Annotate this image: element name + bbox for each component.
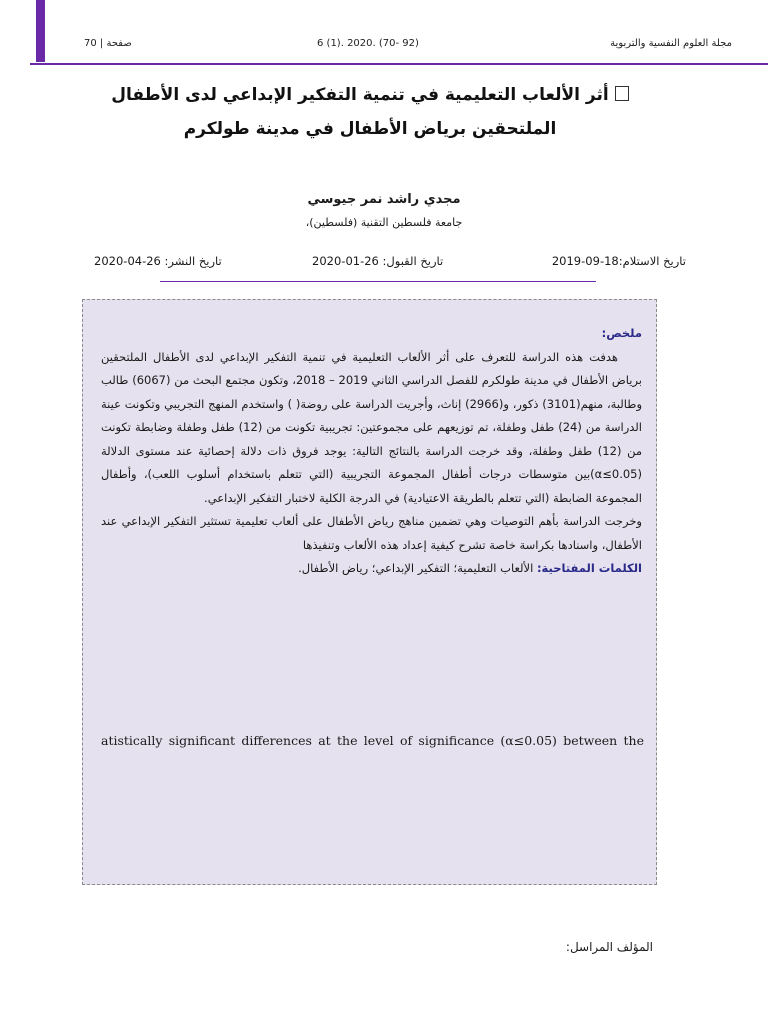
received-date: تاريخ الاستلام:18-09-2019 [551, 254, 686, 268]
author-affiliation: جامعة فلسطين التقنية (فلسطين)، [305, 216, 463, 229]
article-title [84, 78, 656, 146]
author-name: مجدي راشد نمر جيوسي [307, 192, 461, 207]
article-title-text: أثر الألعاب التعليمية في تنمية التفكير الإبداعي لدى الأطفال الملتحقين برياض الأطفال في مدينة طولكرم [111, 85, 609, 139]
abstract-paragraph-2: وخرجت الدراسة بأهم التوصيات وهي تضمين مناهج رياض الأطفال على ألعاب تعليمية تستثير التفكير الإبداعي عند الأطفال، واسنادها بكراسة خاصة تشرح كيفية إعداد هذه الألعاب وتنفيذها [101, 514, 642, 552]
corresponding-author-label: المؤلف المراسل: [565, 940, 653, 954]
header-divider [30, 63, 768, 65]
abstract-box [82, 299, 657, 885]
issue-info: 6 (1). 2020. (70- 92) [317, 38, 419, 49]
header-accent-bar [36, 0, 45, 62]
journal-name: مجلة العلوم النفسية والتربوية [610, 38, 732, 49]
published-date: تاريخ النشر: 26-04-2020 [94, 254, 222, 268]
abstract-english-fragment: atistically significant differences at the level of significance (α≤0.05) between the [101, 733, 644, 748]
keywords-label: الكلمات المفتاحية: [536, 561, 642, 575]
abstract-paragraph-1: هدفت هذه الدراسة للتعرف على أثر الألعاب التعليمية في تنمية التفكير الإبداعي لدى الأطفال الملتحقين برياض الأطفال في مدينة طولكرم للفصل الدراسي الثاني 2019 – 2018، وتكون مجتمع البحث من (6067) طالب وطالبة، منهم(3101) ذكور، و(2966) إناث، وأجريت الدراسة على روضة( ) واستخدم المنهج التجريبي وتكونت عينة الدراسة من (24) طفل وطفلة، تم توزيعهم على مجموعتين: تجريبية تكونت من (12) طفل وطفلة وضابطة تكونت من (12) طفل وطفلة، وقد خرجت الدراسة بالنتائج التالية: يوجد فروق ذات دلالة إحصائية عند مستوى الدلالة (α≤0.05)بين متوسطات درجات أطفال المجموعة التجريبية (التي تتعلم باستخدام أسلوب اللعب)، وأطفال المجموعة الضابطة (التي تتعلم بالطريقة الاعتيادية) في الدرجة الكلية لاختبار التفكير الإبداعي. [101, 349, 643, 505]
article-dates [84, 254, 686, 272]
keywords-text: الألعاب التعليمية؛ التفكير الإبداعي؛ رياض الأطفال. [298, 561, 537, 575]
abstract-heading: ملخص: [601, 326, 642, 340]
abstract-arabic [101, 322, 642, 581]
page-number: صفحة | 70 [84, 38, 132, 49]
checkbox-glyph-icon [615, 86, 629, 101]
accepted-date: تاريخ القبول: 26-01-2020 [312, 254, 444, 268]
keywords-line [101, 557, 642, 581]
dates-divider [160, 281, 596, 282]
